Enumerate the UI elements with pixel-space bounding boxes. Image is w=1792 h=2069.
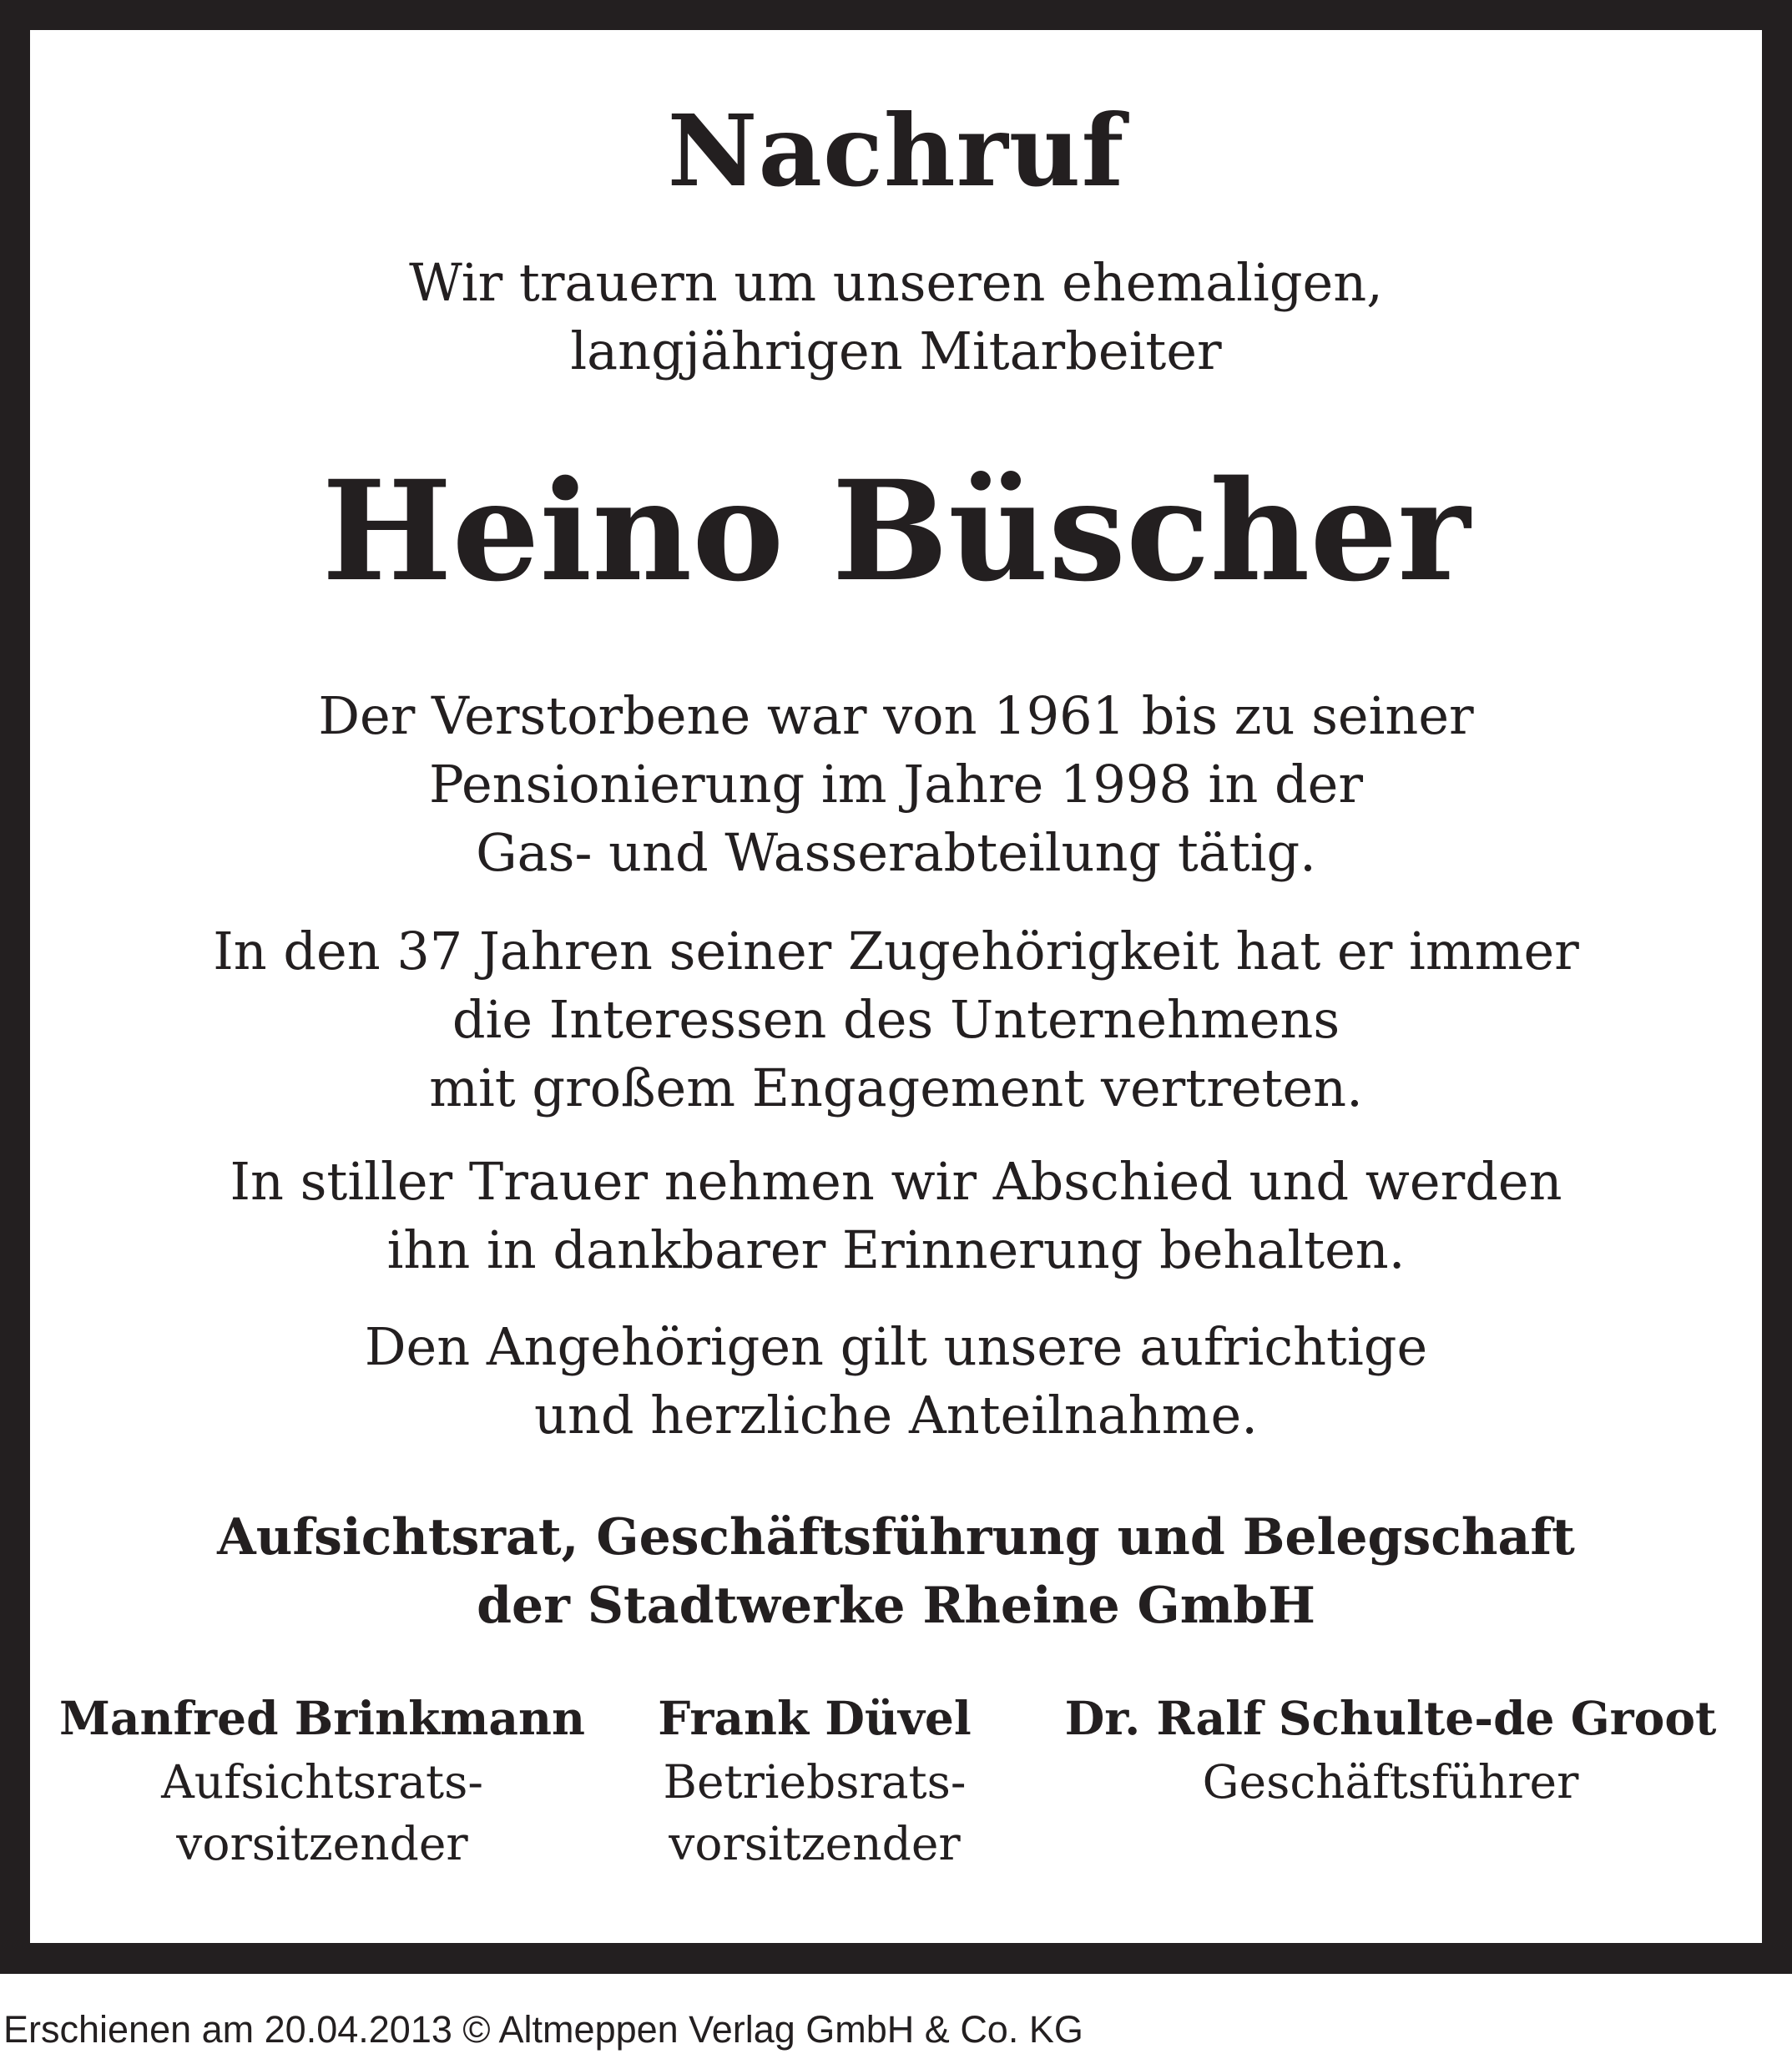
signatory-name: Frank Düvel <box>658 1691 972 1745</box>
paragraph-line: mit großem Engagement vertreten. <box>429 1057 1363 1118</box>
paragraph-line: Gas- und Wasserabteilung tätig. <box>476 822 1316 883</box>
organization-signature <box>30 1503 1762 1640</box>
paragraph-line: Pensionierung im Jahre 1998 in der <box>429 754 1363 815</box>
signatory-works-council <box>631 1686 998 1875</box>
paragraph-condolence <box>30 1313 1762 1450</box>
paragraph-farewell <box>30 1148 1762 1284</box>
signature-line: Aufsichtsrat, Geschäftsführung und Belegschaft <box>217 1508 1575 1567</box>
notice-panel <box>30 30 1762 1943</box>
deceased-name: Heino Büscher <box>321 450 1471 612</box>
paragraph-engagement <box>30 917 1762 1123</box>
signatory-managing-director <box>1032 1686 1749 1813</box>
signatory-role: vorsitzender <box>176 1817 468 1870</box>
signatory-name: Dr. Ralf Schulte-de Groot <box>1064 1691 1717 1745</box>
notice-title: Nachruf <box>667 93 1125 209</box>
paragraph-line: ihn in dankbarer Erinnerung behalten. <box>386 1219 1406 1280</box>
signature-line: der Stadtwerke Rheine GmbH <box>477 1577 1315 1635</box>
paragraph-line: In stiller Trauer nehmen wir Abschied und werden <box>230 1151 1562 1212</box>
paragraph-line: die Interessen des Unternehmens <box>452 989 1340 1050</box>
signatory-chairman <box>47 1686 598 1875</box>
signatory-role: Geschäftsführer <box>1202 1755 1579 1809</box>
paragraph-career <box>30 682 1762 887</box>
intro-text <box>30 249 1762 386</box>
paragraph-line: Der Verstorbene war von 1961 bis zu seiner <box>318 685 1474 746</box>
signatory-role: Aufsichtsrats- <box>161 1755 483 1809</box>
signatory-role: vorsitzender <box>669 1817 961 1870</box>
paragraph-line: In den 37 Jahren seiner Zugehörigkeit hat er immer <box>213 921 1579 982</box>
intro-line: Wir trauern um unseren ehemaligen, <box>409 252 1383 313</box>
publication-footer: Erschienen am 20.04.2013 © Altmeppen Verlag GmbH & Co. KG <box>3 2008 1083 2051</box>
intro-line: langjährigen Mitarbeiter <box>570 320 1222 381</box>
signatory-name: Manfred Brinkmann <box>58 1691 585 1745</box>
paragraph-line: Den Angehörigen gilt unsere aufrichtige <box>364 1316 1428 1377</box>
signatory-role: Betriebsrats- <box>663 1755 967 1809</box>
paragraph-line: und herzliche Anteilnahme. <box>534 1385 1258 1446</box>
